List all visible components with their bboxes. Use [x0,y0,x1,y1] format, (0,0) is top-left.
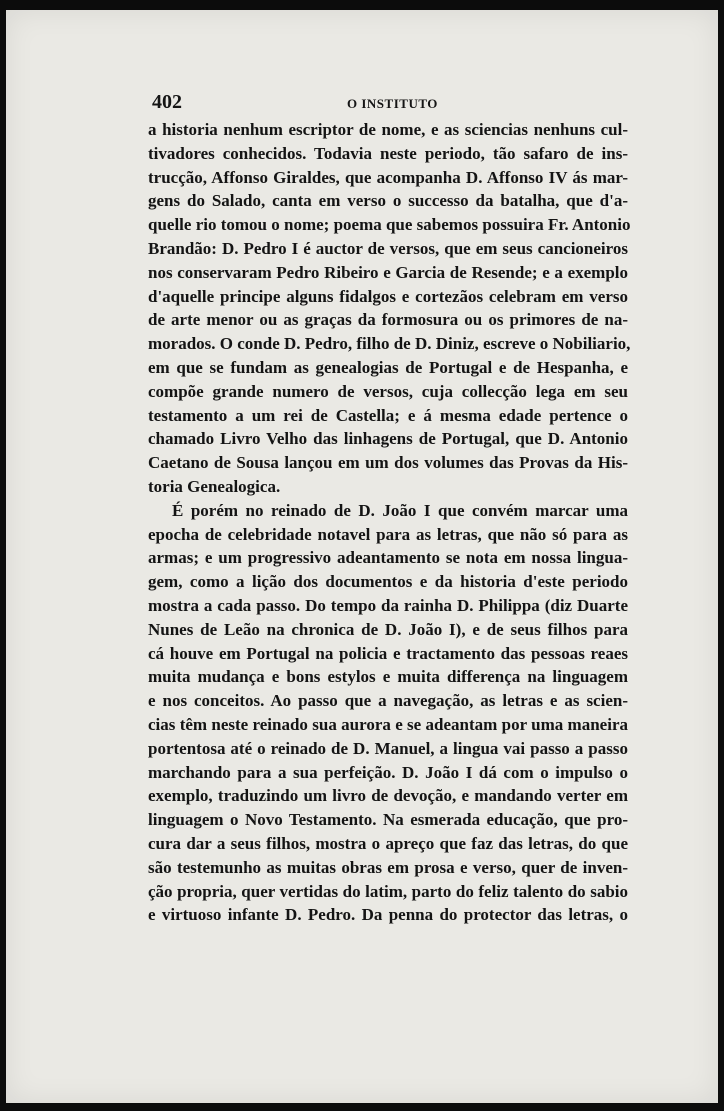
text-line: linguagem o Novo Testamento. Na esmerada educação, que pro- [148,810,628,830]
page-number: 402 [152,91,182,113]
text-line: Brandão: D. Pedro I é auctor de versos, que em seus cancioneiros [148,238,628,258]
text-line: tivadores conhecidos. Todavia neste periodo, tão safaro de ins- [148,143,628,163]
text-line: d'aquelle principe alguns fidalgos e cortezãos celebram em verso [148,286,628,306]
text-line: nos conservaram Pedro Ribeiro e Garcia de Resende; e a exemplo [148,262,628,282]
text-line: e virtuoso infante D. Pedro. Da penna do protector das letras, o [148,905,628,925]
text-line: testamento a um rei de Castella; e á mesma edade pertence o [148,405,628,425]
text-line: armas; e um progressivo adeantamento se nota em nossa lingua- [148,548,628,568]
text-line: portentosa até o reinado de D. Manuel, a lingua vai passo a passo [148,738,628,758]
text-line: marchando para a sua perfeição. D. João I dá com o impulso o [148,762,628,782]
text-line: cá houve em Portugal na policia e tractamento das pessoas reaes [148,643,628,663]
text-line: Caetano de Sousa lançou em um dos volumes das Provas da His- [148,453,628,473]
text-line: ção propria, quer vertidas do latim, parto do feliz talento do sabio [148,881,628,901]
text-line: gens do Salado, canta em verso o successo da batalha, que d'a- [148,191,628,211]
running-title: O INSTITUTO [347,96,438,111]
text-line: a historia nenhum escriptor de nome, e as sciencias nenhuns cul- [148,120,628,139]
text-line: morados. O conde D. Pedro, filho de D. Diniz, escreve o Nobiliario, [148,334,631,354]
text-line: são testemunho as muitas obras em prosa e verso, quer de inven- [148,857,628,877]
text-line: e nos conceitos. Ao passo que a navegação, as letras e as scien- [148,691,628,711]
text-line: de arte menor ou as graças da formosura ou os primores de na- [148,310,628,330]
text-line: gem, como a lição dos documentos e da historia d'este periodo [148,572,628,592]
text-line: cura dar a seus filhos, mostra o apreço que faz das letras, do que [148,833,628,853]
text-line: compõe grande numero de versos, cuja collecção lega em seu [148,381,628,401]
text-line: mostra a cada passo. Do tempo da rainha D. Philippa (diz Duarte [148,595,628,615]
text-line: muita mudança e bons estylos e muita differença na linguagem [148,667,628,687]
text-line: cias têm neste reinado sua aurora e se adeantam por uma maneira [148,714,628,734]
text-line: toria Genealogica. [148,476,281,496]
text-line: Nunes de Leão na chronica de D. João I), e de seus filhos para [148,619,628,639]
page-header [152,85,632,115]
body-text [148,118,631,927]
text-line: É porém no reinado de D. João I que convém marcar uma [172,500,628,520]
text-line: chamado Livro Velho das linhagens de Portugal, que D. Antonio [148,429,628,449]
text-line: em que se fundam as genealogias de Portugal e de Hespanha, e [148,357,628,377]
text-line: epocha de celebridade notavel para as letras, que não só para as [148,524,628,544]
text-line: quelle rio tomou o nome; poema que sabemos possuira Fr. Antonio [148,215,631,235]
text-line: trucção, Affonso Giraldes, que acompanha D. Affonso IV ás mar- [148,167,628,187]
text-line: exemplo, traduzindo um livro de devoção, e mandando verter em [148,786,628,806]
